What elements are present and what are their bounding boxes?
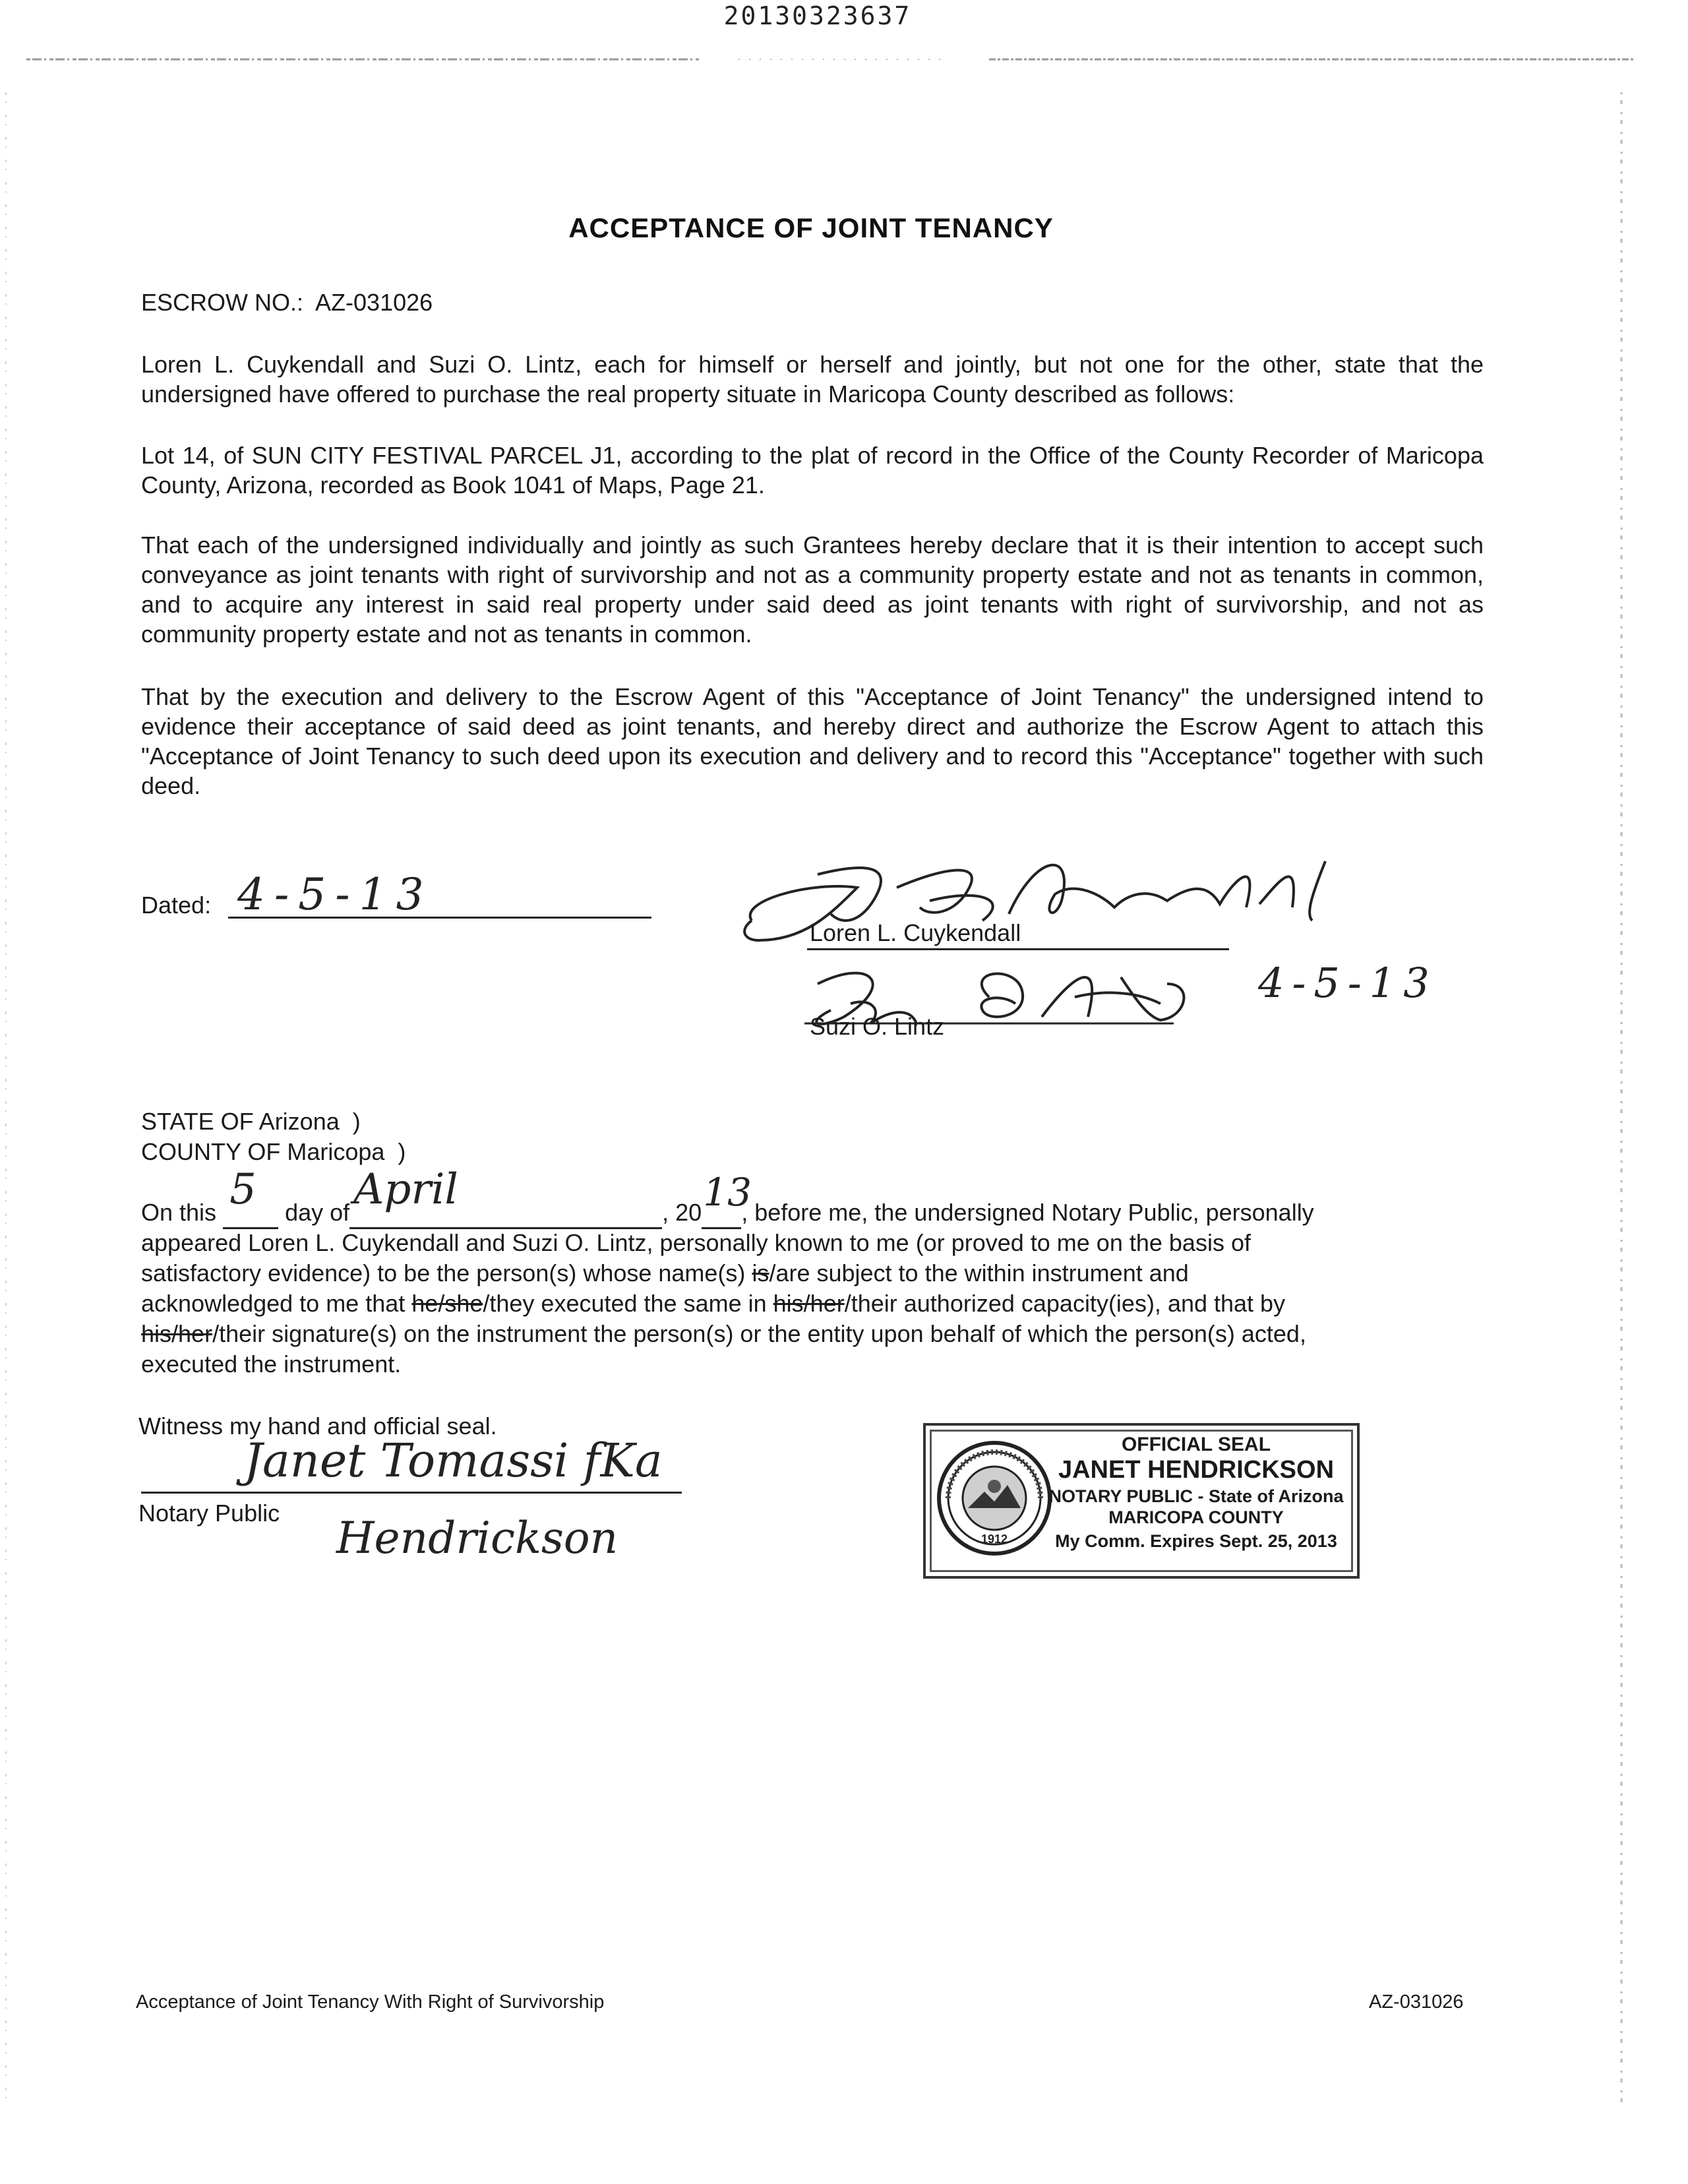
footer-escrow-number: AZ-031026 bbox=[1369, 1991, 1464, 2013]
acknowledgment-line-3: satisfactory evidence) to be the person(s) whose name(s) is/are subject to the within instrument and bbox=[141, 1259, 1189, 1287]
venue-county: COUNTY OF Maricopa ) bbox=[141, 1138, 406, 1165]
seal-commission-expiry: My Comm. Expires Sept. 25, 2013 bbox=[1055, 1531, 1337, 1551]
acknowledgment-line-2: appeared Loren L. Cuykendall and Suzi O. Lintz, personally known to me (or proved to me on the basis of bbox=[141, 1229, 1251, 1256]
dated-label: Dated: bbox=[141, 892, 212, 919]
notary-signature-line-2: Hendrickson bbox=[336, 1513, 618, 1563]
ack-month-field: April bbox=[349, 1198, 662, 1229]
signer-1-name: Loren L. Cuykendall bbox=[810, 919, 1021, 946]
escrow-number: AZ-031026 bbox=[315, 289, 433, 316]
scan-right-edge bbox=[1618, 92, 1625, 2110]
paragraph-intention: That each of the undersigned individually and jointly as such Grantees hereby declare that it is their intention to accept such conveyance as joint tenants with right of survivorship and not as a community property estate and not as tenants in common, and to acquire any interest in said real property under said deed as joint tenants with right of survivorship, and not as community property estate and not as tenants in common. bbox=[141, 531, 1484, 648]
dated-handwritten-value: 4-5-13 bbox=[237, 869, 433, 920]
acknowledgment-line-1: On this 5 day of April , 20 13 , before me, the undersigned Notary Public, personally bbox=[141, 1198, 1499, 1229]
footer-title: Acceptance of Joint Tenancy With Right of Survivorship bbox=[136, 1991, 605, 2013]
notary-public-label: Notary Public bbox=[138, 1500, 280, 1527]
svg-text:1912: 1912 bbox=[980, 1532, 1008, 1546]
venue-state: STATE OF Arizona ) bbox=[141, 1108, 361, 1135]
arizona-state-seal-icon bbox=[935, 1439, 1054, 1558]
notary-signature-line-1: Janet Tomassi fKa bbox=[244, 1434, 663, 1488]
document-number: 20130323637 bbox=[723, 1, 912, 30]
seal-county: MARICOPA COUNTY bbox=[1108, 1507, 1284, 1527]
ack-year-field: 13 bbox=[702, 1198, 741, 1229]
notary-signature-line bbox=[141, 1492, 682, 1494]
scan-left-edge bbox=[3, 92, 9, 2110]
svg-text:Suzi O. Lintz: Suzi O. Lintz bbox=[1187, 964, 1191, 965]
official-notary-seal bbox=[923, 1423, 1360, 1579]
acknowledgment-line-6: executed the instrument. bbox=[141, 1350, 402, 1378]
seal-state: NOTARY PUBLIC - State of Arizona bbox=[1048, 1486, 1344, 1506]
paragraph-legal-description: Lot 14, of SUN CITY FESTIVAL PARCEL J1, according to the plat of record in the Office of the County Recorder of Maricopa County, Arizona, recorded as Book 1041 of Maps, Page 21. bbox=[141, 442, 1484, 499]
acknowledgment-line-5: his/her/their signature(s) on the instrument the person(s) or the entity upon behalf of which the person(s) acted, bbox=[141, 1320, 1306, 1347]
paragraph-authorization: That by the execution and delivery to the Escrow Agent of this "Acceptance of Joint Tenancy" the undersigned intend to evidence their acceptance of said deed as joint tenants, and hereby direct and authorize the Escrow Agent to attach this "Acceptance of Joint Tenancy to such deed upon its execution and delivery and to record this "Acceptance" together with such deed. bbox=[141, 683, 1484, 799]
document-title: ACCEPTANCE OF JOINT TENANCY bbox=[568, 212, 1054, 243]
acknowledgment-line-4: acknowledged to me that he/she/they executed the same in his/her/their authorized capacity(ies), and that by bbox=[141, 1290, 1286, 1317]
seal-notary-name: JANET HENDRICKSON bbox=[1058, 1456, 1335, 1484]
witness-text: Witness my hand and official seal. bbox=[138, 1412, 497, 1440]
escrow-label: ESCROW NO.: bbox=[141, 289, 304, 316]
signature-line-1 bbox=[807, 948, 1229, 950]
signer-2-handwritten-date: 4-5-13 bbox=[1258, 959, 1437, 1007]
paragraph-purchasers: Loren L. Cuykendall and Suzi O. Lintz, each for himself or herself and jointly, but not one for the other, state that the undersigned have offered to purchase the real property situate in Maricopa County described as follows: bbox=[141, 351, 1484, 408]
escrow-line bbox=[141, 288, 433, 317]
scan-top-dashes bbox=[26, 57, 1635, 63]
ack-day-field: 5 bbox=[223, 1198, 278, 1229]
signer-2-name: Suzi O. Lintz bbox=[810, 1013, 945, 1040]
seal-title: OFFICIAL SEAL bbox=[1121, 1434, 1271, 1455]
